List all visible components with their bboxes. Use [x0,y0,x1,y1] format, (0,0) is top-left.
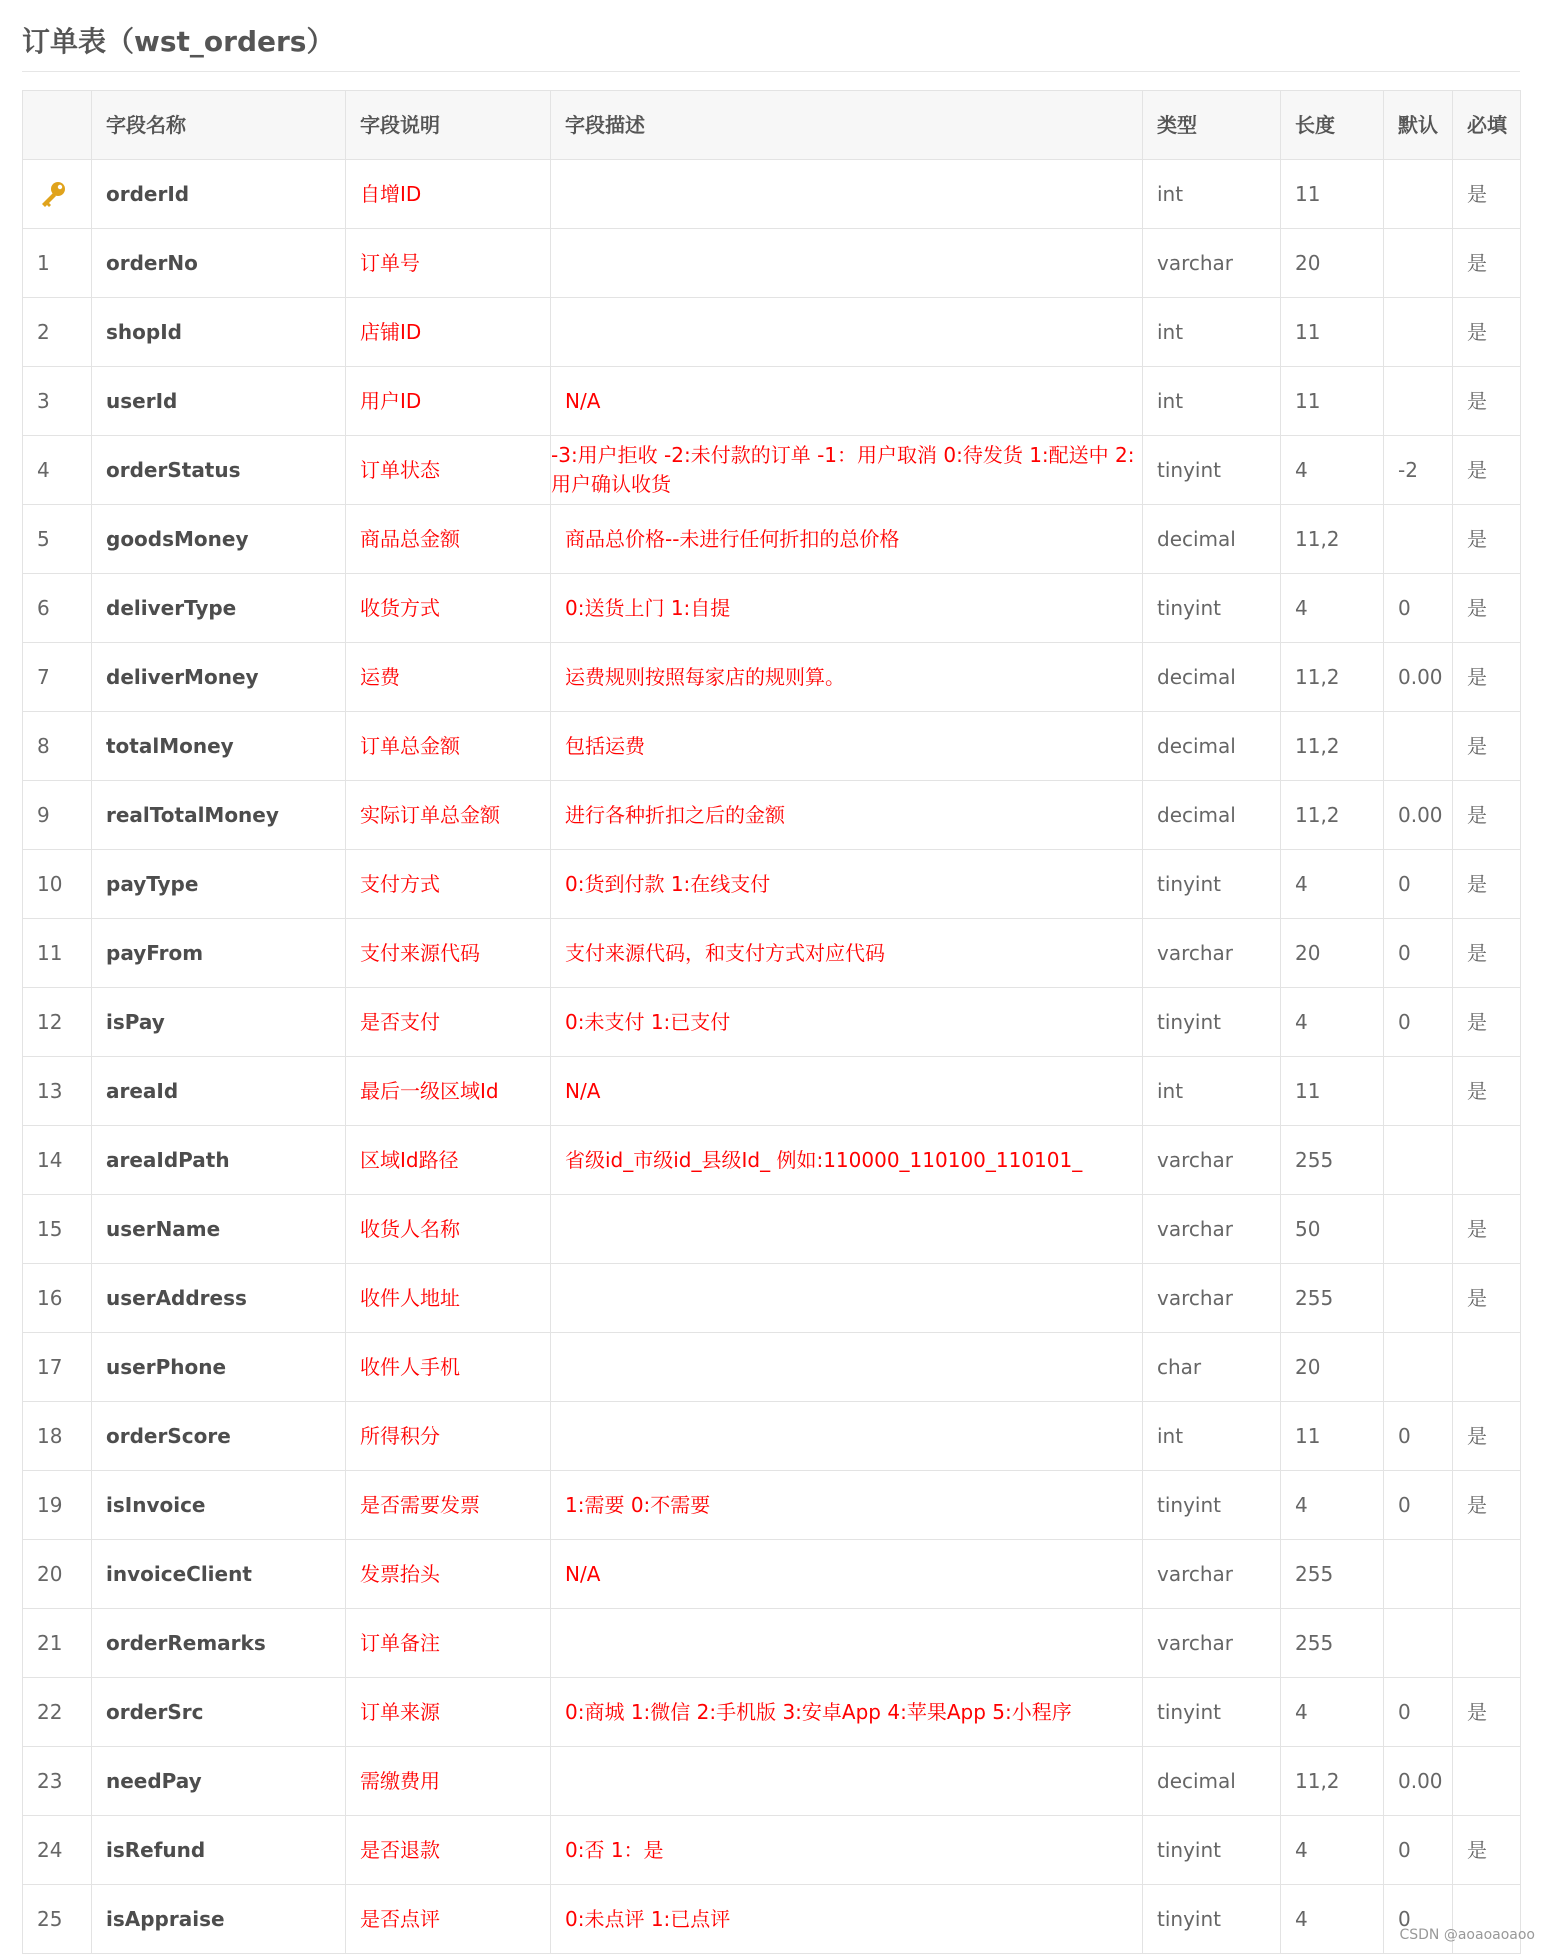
field-length: 4 [1281,988,1384,1057]
title-divider [22,71,1520,72]
field-required: 是 [1453,988,1521,1057]
row-index: 12 [23,988,92,1057]
field-length: 4 [1281,1885,1384,1954]
field-required: 是 [1453,1678,1521,1747]
row-index: 4 [23,436,92,505]
table-row [23,229,1521,298]
field-type: int [1143,298,1281,367]
field-required: 是 [1453,1195,1521,1264]
row-index: 6 [23,574,92,643]
field-length: 11 [1281,160,1384,229]
field-length: 11,2 [1281,781,1384,850]
field-name: shopId [92,298,346,367]
table-row [23,1333,1521,1402]
field-length: 20 [1281,229,1384,298]
row-index: 24 [23,1816,92,1885]
field-default: -2 [1384,436,1453,505]
field-default: 0.00 [1384,781,1453,850]
header-type: 类型 [1143,91,1281,160]
field-default: 0 [1384,574,1453,643]
row-index: 5 [23,505,92,574]
field-default: 0 [1384,988,1453,1057]
field-required: 是 [1453,574,1521,643]
field-required [1453,1609,1521,1678]
field-required: 是 [1453,436,1521,505]
field-label: 是否支付 [346,988,551,1057]
field-desc: 0:送货上门 1:自提 [551,574,1143,643]
table-row [23,1609,1521,1678]
row-index: 11 [23,919,92,988]
field-type: tinyint [1143,850,1281,919]
field-label: 支付方式 [346,850,551,919]
field-default [1384,1057,1453,1126]
field-label: 支付来源代码 [346,919,551,988]
field-desc [551,1747,1143,1816]
field-desc: 支付来源代码，和支付方式对应代码 [551,919,1143,988]
field-desc: 包括运费 [551,712,1143,781]
field-required [1453,1747,1521,1816]
field-label: 自增ID [346,160,551,229]
field-label: 收件人地址 [346,1264,551,1333]
field-desc [551,1333,1143,1402]
field-label: 店铺ID [346,298,551,367]
field-length: 11,2 [1281,505,1384,574]
field-length: 4 [1281,1678,1384,1747]
field-length: 11 [1281,367,1384,436]
header-field-label: 字段说明 [346,91,551,160]
field-desc: 省级id_市级id_县级Id_ 例如:110000_110100_110101_ [551,1126,1143,1195]
table-body [23,160,1521,1954]
field-type: tinyint [1143,1816,1281,1885]
field-desc: 0:未点评 1:已点评 [551,1885,1143,1954]
table-row [23,1540,1521,1609]
table-row [23,1885,1521,1954]
field-name: areaId [92,1057,346,1126]
field-name: totalMoney [92,712,346,781]
field-default: 0 [1384,919,1453,988]
field-type: tinyint [1143,1885,1281,1954]
field-label: 订单总金额 [346,712,551,781]
field-desc: 1:需要 0:不需要 [551,1471,1143,1540]
field-type: tinyint [1143,436,1281,505]
field-required: 是 [1453,1264,1521,1333]
field-length: 255 [1281,1540,1384,1609]
table-row [23,505,1521,574]
field-desc: N/A [551,367,1143,436]
field-default [1384,1540,1453,1609]
field-required: 是 [1453,643,1521,712]
field-name: userId [92,367,346,436]
field-name: userPhone [92,1333,346,1402]
field-default [1384,712,1453,781]
field-desc: 0:否 1：是 [551,1816,1143,1885]
field-type: varchar [1143,229,1281,298]
field-default [1384,160,1453,229]
field-desc [551,1195,1143,1264]
field-required [1453,1126,1521,1195]
field-desc: 运费规则按照每家店的规则算。 [551,643,1143,712]
field-type: decimal [1143,505,1281,574]
field-length: 4 [1281,850,1384,919]
field-type: tinyint [1143,988,1281,1057]
field-type: decimal [1143,781,1281,850]
field-name: deliverType [92,574,346,643]
field-desc: 0:未支付 1:已支付 [551,988,1143,1057]
field-label: 收件人手机 [346,1333,551,1402]
table-row [23,367,1521,436]
table-row [23,298,1521,367]
field-length: 255 [1281,1609,1384,1678]
field-name: orderStatus [92,436,346,505]
field-type: varchar [1143,1264,1281,1333]
field-type: varchar [1143,1126,1281,1195]
field-default: 0 [1384,1471,1453,1540]
table-row [23,919,1521,988]
field-name: userAddress [92,1264,346,1333]
table-row [23,1747,1521,1816]
field-type: tinyint [1143,1678,1281,1747]
row-index: 3 [23,367,92,436]
field-default [1384,1126,1453,1195]
field-name: isRefund [92,1816,346,1885]
field-required: 是 [1453,781,1521,850]
row-index: 8 [23,712,92,781]
field-name: payType [92,850,346,919]
field-label: 收货方式 [346,574,551,643]
field-length: 4 [1281,436,1384,505]
field-length: 11,2 [1281,643,1384,712]
table-row [23,574,1521,643]
field-required [1453,1333,1521,1402]
field-length: 11 [1281,298,1384,367]
field-label: 所得积分 [346,1402,551,1471]
row-index: 25 [23,1885,92,1954]
row-index: 15 [23,1195,92,1264]
field-length: 4 [1281,1471,1384,1540]
field-required: 是 [1453,1816,1521,1885]
field-name: isAppraise [92,1885,346,1954]
row-index: 17 [23,1333,92,1402]
field-label: 是否退款 [346,1816,551,1885]
field-default: 0 [1384,1885,1453,1954]
field-label: 订单备注 [346,1609,551,1678]
field-length: 11 [1281,1057,1384,1126]
field-required: 是 [1453,919,1521,988]
field-label: 订单来源 [346,1678,551,1747]
field-label: 区域Id路径 [346,1126,551,1195]
field-desc: 0:货到付款 1:在线支付 [551,850,1143,919]
field-type: decimal [1143,1747,1281,1816]
field-length: 11,2 [1281,712,1384,781]
field-name: orderSrc [92,1678,346,1747]
table-row [23,436,1521,505]
field-desc [551,229,1143,298]
field-type: decimal [1143,643,1281,712]
field-required [1453,1540,1521,1609]
table-header-row [23,91,1521,160]
field-required: 是 [1453,298,1521,367]
header-length: 长度 [1281,91,1384,160]
field-desc: N/A [551,1057,1143,1126]
table-row [23,1126,1521,1195]
field-name: orderId [92,160,346,229]
field-length: 4 [1281,574,1384,643]
field-default: 0.00 [1384,643,1453,712]
field-length: 20 [1281,919,1384,988]
field-required: 是 [1453,367,1521,436]
field-name: invoiceClient [92,1540,346,1609]
field-name: areaIdPath [92,1126,346,1195]
field-type: int [1143,367,1281,436]
row-index: 20 [23,1540,92,1609]
field-name: isPay [92,988,346,1057]
field-type: varchar [1143,919,1281,988]
field-default: 0 [1384,1678,1453,1747]
field-type: int [1143,1057,1281,1126]
field-default: 0 [1384,1816,1453,1885]
fields-table [22,90,1521,1954]
field-length: 255 [1281,1126,1384,1195]
table-row [23,160,1521,229]
field-label: 实际订单总金额 [346,781,551,850]
field-required: 是 [1453,712,1521,781]
field-required: 是 [1453,1402,1521,1471]
field-name: needPay [92,1747,346,1816]
header-default: 默认 [1384,91,1453,160]
header-field-name: 字段名称 [92,91,346,160]
table-row [23,850,1521,919]
field-required: 是 [1453,1057,1521,1126]
field-name: orderScore [92,1402,346,1471]
field-default: 0 [1384,1402,1453,1471]
field-label: 是否点评 [346,1885,551,1954]
field-name: orderRemarks [92,1609,346,1678]
row-index: 23 [23,1747,92,1816]
table-row [23,1678,1521,1747]
field-label: 发票抬头 [346,1540,551,1609]
field-desc [551,1402,1143,1471]
primary-key-icon [37,179,69,209]
table-row [23,1057,1521,1126]
row-index: 7 [23,643,92,712]
table-row [23,1195,1521,1264]
table-row [23,1402,1521,1471]
header-index [23,91,92,160]
table-row [23,988,1521,1057]
field-required [1453,1885,1521,1954]
field-default [1384,229,1453,298]
field-desc: N/A [551,1540,1143,1609]
table-row [23,712,1521,781]
header-field-desc: 字段描述 [551,91,1143,160]
field-type: varchar [1143,1609,1281,1678]
row-index: 18 [23,1402,92,1471]
field-default: 0.00 [1384,1747,1453,1816]
field-default [1384,1333,1453,1402]
field-name: goodsMoney [92,505,346,574]
row-index: 10 [23,850,92,919]
field-desc [551,298,1143,367]
row-index: 16 [23,1264,92,1333]
field-required: 是 [1453,505,1521,574]
field-type: varchar [1143,1195,1281,1264]
field-type: tinyint [1143,1471,1281,1540]
field-label: 订单状态 [346,436,551,505]
row-index: 13 [23,1057,92,1126]
row-index [23,160,92,229]
field-default [1384,367,1453,436]
table-row [23,781,1521,850]
row-index: 21 [23,1609,92,1678]
field-type: tinyint [1143,574,1281,643]
field-type: decimal [1143,712,1281,781]
field-label: 运费 [346,643,551,712]
field-required: 是 [1453,1471,1521,1540]
field-label: 用户ID [346,367,551,436]
table-row [23,1816,1521,1885]
field-desc: 进行各种折扣之后的金额 [551,781,1143,850]
field-name: realTotalMoney [92,781,346,850]
field-desc: 0:商城 1:微信 2:手机版 3:安卓App 4:苹果App 5:小程序 [551,1678,1143,1747]
row-index: 19 [23,1471,92,1540]
field-required: 是 [1453,160,1521,229]
table-row [23,643,1521,712]
field-label: 最后一级区域Id [346,1057,551,1126]
field-label: 收货人名称 [346,1195,551,1264]
field-name: isInvoice [92,1471,346,1540]
field-default [1384,298,1453,367]
field-name: deliverMoney [92,643,346,712]
row-index: 9 [23,781,92,850]
field-label: 需缴费用 [346,1747,551,1816]
field-desc: 商品总价格--未进行任何折扣的总价格 [551,505,1143,574]
field-default: 0 [1384,850,1453,919]
field-desc [551,1264,1143,1333]
field-length: 11 [1281,1402,1384,1471]
table-row [23,1471,1521,1540]
page-title: 订单表（wst_orders） [22,25,335,58]
row-index: 1 [23,229,92,298]
header-required: 必填 [1453,91,1521,160]
field-desc: -3:用户拒收 -2:未付款的订单 -1：用户取消 0:待发货 1:配送中 2:用户确认收货 [551,436,1143,505]
field-length: 20 [1281,1333,1384,1402]
table-row [23,1264,1521,1333]
field-type: int [1143,1402,1281,1471]
field-label: 订单号 [346,229,551,298]
row-index: 22 [23,1678,92,1747]
field-type: varchar [1143,1540,1281,1609]
field-type: char [1143,1333,1281,1402]
field-type: int [1143,160,1281,229]
field-label: 商品总金额 [346,505,551,574]
field-length: 11,2 [1281,1747,1384,1816]
field-length: 4 [1281,1816,1384,1885]
field-desc [551,1609,1143,1678]
watermark: CSDN @aoaoaoaoo [1399,1927,1535,1943]
row-index: 14 [23,1126,92,1195]
field-name: orderNo [92,229,346,298]
field-default [1384,1195,1453,1264]
field-desc [551,160,1143,229]
field-default [1384,1264,1453,1333]
field-required: 是 [1453,850,1521,919]
field-name: payFrom [92,919,346,988]
field-name: userName [92,1195,346,1264]
field-label: 是否需要发票 [346,1471,551,1540]
field-length: 50 [1281,1195,1384,1264]
field-length: 255 [1281,1264,1384,1333]
field-required: 是 [1453,229,1521,298]
row-index: 2 [23,298,92,367]
field-default [1384,505,1453,574]
field-default [1384,1609,1453,1678]
